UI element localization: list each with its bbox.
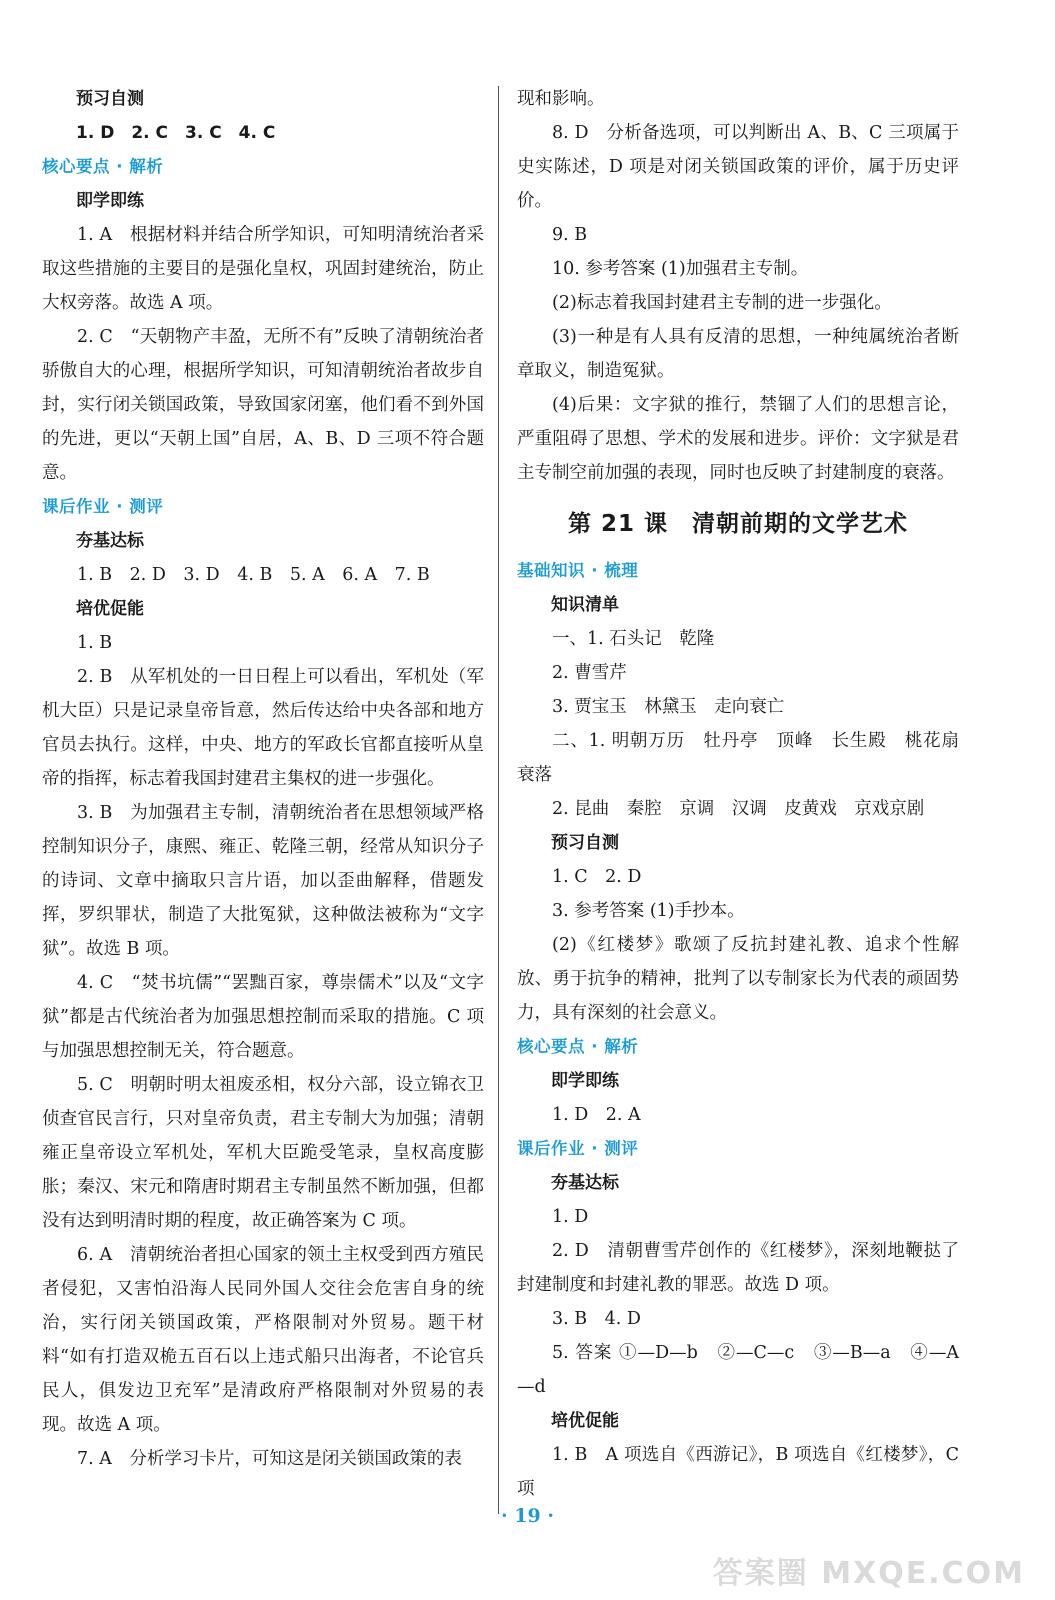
column-divider <box>498 86 499 1514</box>
paragraph: 10. 参考答案 (1)加强君主专制。 <box>552 259 809 279</box>
paragraph: (2)《红楼梦》歌颂了反抗封建礼教、追求个性解放、勇于抗争的精神，批判了以专制家长为代表的顽固势力，具有深刻的社会意义。 <box>517 935 959 1023</box>
paragraph: 9. B <box>552 225 588 245</box>
lesson-title: 第 21 课 清朝前期的文学艺术 <box>567 511 909 537</box>
left-column <box>42 82 484 1476</box>
paragraph: 1. D <box>552 1207 589 1227</box>
paragraph: 2. C “天朝物产丰盈，无所不有”反映了清朝统治者骄傲自大的心理，根据所学知识，可知清朝统治者故步自封，实行闭关锁国政策，导致国家闭塞，他们看不到外国的先进，更以“天朝上国”自居，A、B、D 三项不符合题意。 <box>42 327 484 483</box>
section-heading: 课后作业 · 测评 <box>517 1139 639 1158</box>
right-column <box>517 82 959 1506</box>
paragraph: 8. D 分析备选项，可以判断出 A、B、C 三项属于史实陈述，D 项是对闭关锁国政策的评价，属于历史评价。 <box>517 123 959 211</box>
paragraph: (4)后果：文字狱的推行，禁锢了人们的思想言论，严重阻碍了思想、学术的发展和进步。评价：文字狱是君主专制空前加强的表现，同时也反映了封建制度的衰落。 <box>517 395 959 483</box>
paragraph: 2. D 清朝曹雪芹创作的《红楼梦》，深刻地鞭挞了封建制度和封建礼教的罪恶。故选 D 项。 <box>517 1241 959 1295</box>
paragraph: (3)一种是有人具有反清的思想，一种纯属统治者断章取义，制造冤狱。 <box>517 327 959 381</box>
paragraph: 1. B A 项选自《西游记》，B 项选自《红楼梦》，C 项 <box>517 1445 959 1499</box>
paragraph: 一、1. 石头记 乾隆 <box>552 629 715 649</box>
paragraph: 1. A 根据材料并结合所学知识，可知明清统治者采取这些措施的主要目的是强化皇权，巩固封建统治，防止大权旁落。故选 A 项。 <box>42 225 484 313</box>
watermark: 答案圈 MXQE.COM <box>712 1556 1025 1591</box>
paragraph: 1. B 2. D 3. D 4. B 5. A 6. A 7. B <box>77 565 430 585</box>
subheading: 即学即练 <box>76 191 144 211</box>
paragraph: 1. C 2. D <box>552 867 642 887</box>
section-heading: 课后作业 · 测评 <box>42 497 164 516</box>
subheading: 1. D 2. C 3. C 4. C <box>76 123 276 143</box>
paragraph: 3. 贾宝玉 林黛玉 走向衰亡 <box>552 697 785 717</box>
subheading: 夯基达标 <box>76 531 144 551</box>
paragraph: 1. D 2. A <box>552 1105 641 1125</box>
paragraph: 5. 答案 ①—D—b ②—C—c ③—B—a ④—A—d <box>517 1343 959 1397</box>
paragraph: 现和影响。 <box>517 89 605 109</box>
paragraph: 6. A 清朝统治者担心国家的领土主权受到西方殖民者侵犯，又害怕沿海人民同外国人交往会危害自身的统治，实行闭关锁国政策，严格限制对外贸易。题干材料“如有打造双桅五百石以上违式船只出海者，不论官兵民人，俱发边卫充军”是清政府严格限制对外贸易的表现。故选 A 项。 <box>42 1245 484 1435</box>
subheading: 培优促能 <box>551 1411 619 1431</box>
right-column-bottom <box>517 554 959 1506</box>
section-heading: 核心要点 · 解析 <box>517 1037 639 1056</box>
subheading: 知识清单 <box>551 595 619 615</box>
paragraph: 7. A 分析学习卡片，可知这是闭关锁国政策的表 <box>77 1449 462 1469</box>
subheading: 培优促能 <box>76 599 144 619</box>
paragraph: 2. 曹雪芹 <box>552 663 627 683</box>
paragraph: 2. 昆曲 秦腔 京调 汉调 皮黄戏 京戏京剧 <box>552 799 925 819</box>
subheading: 夯基达标 <box>551 1173 619 1193</box>
paragraph: 3. B 4. D <box>552 1309 641 1329</box>
page-number: · 19 · <box>501 1505 554 1527</box>
subheading: 即学即练 <box>551 1071 619 1091</box>
paragraph: 4. C “焚书坑儒”“罢黜百家，尊崇儒术”以及“文字狱”都是古代统治者为加强思想控制而采取的措施。C 项与加强思想控制无关，符合题意。 <box>42 973 484 1061</box>
section-heading: 核心要点 · 解析 <box>42 157 164 176</box>
paragraph: (2)标志着我国封建君主专制的进一步强化。 <box>552 293 892 313</box>
paragraph: 5. C 明朝时明太祖废丞相，权分六部，设立锦衣卫侦查官民言行，只对皇帝负责，君主专制大为加强；清朝雍正皇帝设立军机处，军机大臣跪受笔录，皇权高度膨胀；秦汉、宋元和隋唐时期君主专制虽然不断加强，但都没有达到明清时期的程度，故正确答案为 C 项。 <box>42 1075 484 1231</box>
paragraph: 1. B <box>77 633 113 653</box>
right-column-top <box>517 82 959 490</box>
subheading: 预习自测 <box>551 833 619 853</box>
paragraph: 3. 参考答案 (1)手抄本。 <box>552 901 745 921</box>
paragraph: 2. B 从军机处的一日日程上可以看出，军机处（军机大臣）只是记录皇帝旨意，然后传达给中央各部和地方官员去执行。这样，中央、地方的军政长官都直接听从皇帝的指挥，标志着我国封建君主集权的进一步强化。 <box>42 667 484 789</box>
subheading: 预习自测 <box>76 89 144 109</box>
paragraph: 3. B 为加强君主专制，清朝统治者在思想领域严格控制知识分子，康熙、雍正、乾隆三朝，经常从知识分子的诗词、文章中摘取只言片语，加以歪曲解释，借题发挥，罗织罪状，制造了大批冤狱，这种做法被称为“文字狱”。故选 B 项。 <box>42 803 484 959</box>
paragraph: 二、1. 明朝万历 牡丹亭 顶峰 长生殿 桃花扇衰落 <box>517 731 959 785</box>
section-heading: 基础知识 · 梳理 <box>517 561 639 580</box>
